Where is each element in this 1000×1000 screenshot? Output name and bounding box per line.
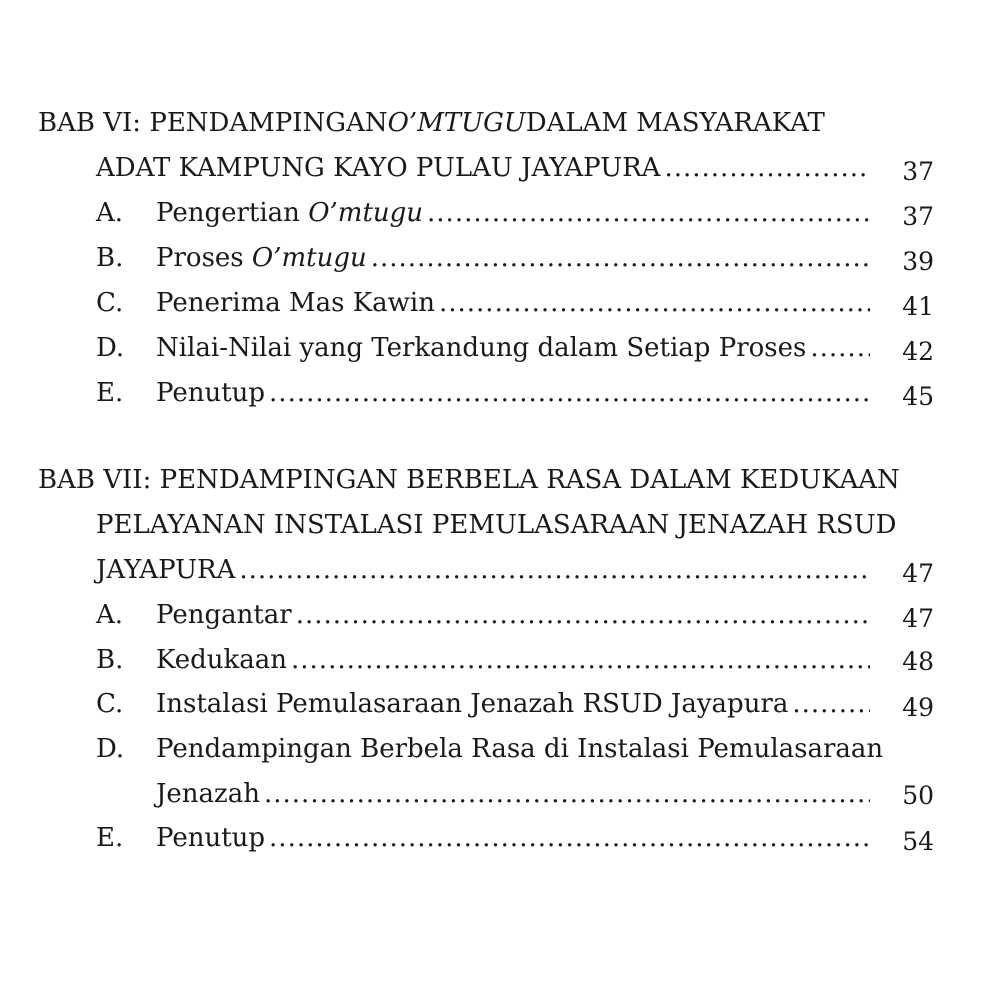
item-page: 41 <box>902 292 934 321</box>
item-text: Nilai-Nilai yang Terkandung dalam Setiap Proses <box>156 333 807 363</box>
item-text: Penerima Mas Kawin <box>156 288 435 318</box>
item-text: Penutup <box>156 823 266 853</box>
toc-item <box>96 243 870 273</box>
leader-dots <box>239 555 870 585</box>
toc-item <box>96 333 870 363</box>
item-letter: C. <box>96 288 124 318</box>
item-page: 37 <box>902 202 934 231</box>
chapter-vi-heading-em: O’MTUGU <box>387 108 526 138</box>
item-letter: D. <box>96 333 125 363</box>
item-page: 47 <box>902 604 934 633</box>
item-letter: B. <box>96 243 124 273</box>
toc-item <box>96 198 870 228</box>
item-page: 50 <box>902 781 934 810</box>
leader-dots <box>296 600 870 630</box>
chapter-vi-heading-cont-text: ADAT KAMPUNG KAYO PULAU JAYAPURA <box>96 153 661 183</box>
toc-item <box>96 288 870 318</box>
leader-dots <box>792 689 870 719</box>
item-text: Pengertian O’mtugu <box>156 198 424 228</box>
item-text: Pendampingan Berbela Rasa di Instalasi Pemulasaraan <box>156 734 884 764</box>
chapter-vi-heading-cont <box>96 153 870 183</box>
chapter-vii-heading-text3: JAYAPURA <box>96 555 236 585</box>
chapter-vi-page: 37 <box>902 157 934 186</box>
chapter-vii-heading-text2: PELAYANAN INSTALASI PEMULASARAAN JENAZAH RSUD <box>96 510 897 540</box>
leader-dots <box>427 198 870 228</box>
item-text-cont: Jenazah <box>156 779 260 809</box>
chapter-vi-heading-pre: BAB VI: PENDAMPINGAN <box>38 108 388 138</box>
chapter-vi-heading-post: DALAM MASYARAKAT <box>525 108 825 138</box>
toc-item <box>96 823 870 853</box>
chapter-vii-heading-line3 <box>96 555 870 585</box>
leader-dots <box>439 288 870 318</box>
item-letter: A. <box>96 198 124 228</box>
leader-dots <box>810 333 870 363</box>
toc-item <box>96 645 870 675</box>
chapter-vii-heading-line2 <box>96 510 897 540</box>
leader-dots <box>664 153 870 183</box>
item-letter: A. <box>96 600 124 630</box>
item-page: 54 <box>902 827 934 856</box>
item-page: 39 <box>902 247 934 276</box>
item-page: 45 <box>902 382 934 411</box>
toc-item <box>96 689 870 719</box>
item-letter: E. <box>96 823 124 853</box>
chapter-vii-page: 47 <box>902 559 934 588</box>
item-text: Penutup <box>156 378 266 408</box>
item-page: 48 <box>902 647 934 676</box>
toc-item-cont <box>156 779 870 809</box>
leader-dots <box>291 645 870 675</box>
item-letter: E. <box>96 378 124 408</box>
chapter-vi-heading <box>38 108 825 138</box>
item-text: Kedukaan <box>156 645 288 675</box>
chapter-vii-heading-text1: BAB VII: PENDAMPINGAN BERBELA RASA DALAM KEDUKAAN <box>38 465 900 495</box>
chapter-vii-heading-line1 <box>38 465 900 495</box>
leader-dots <box>269 378 870 408</box>
leader-dots <box>269 823 870 853</box>
item-page: 49 <box>902 693 934 722</box>
toc-item <box>96 600 870 630</box>
item-text: Instalasi Pemulasaraan Jenazah RSUD Jayapura <box>156 689 789 719</box>
leader-dots <box>264 779 870 809</box>
item-text: Pengantar <box>156 600 292 630</box>
leader-dots <box>371 243 870 273</box>
item-letter: B. <box>96 645 124 675</box>
item-text: Proses O’mtugu <box>156 243 367 273</box>
toc-item <box>96 378 870 408</box>
toc-item <box>96 734 884 764</box>
item-letter: C. <box>96 689 124 719</box>
item-letter: D. <box>96 734 125 764</box>
item-page: 42 <box>902 337 934 366</box>
